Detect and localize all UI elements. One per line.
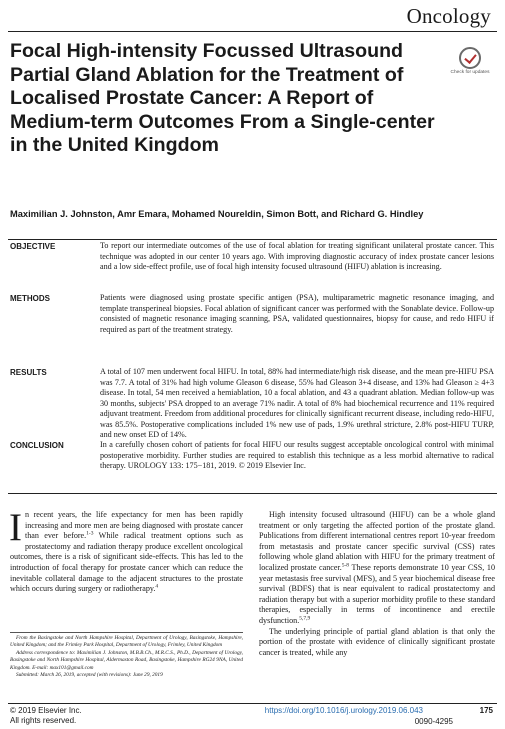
correspondence-footnote: Address correspondence to: Maximilian J. Johnston, M.B.B.Ch., M.R.C.S., Ph.D., Department of Urology, Basingstoke and North Hampshire Hospital, Aldermaston Road, Basingstoke, Hampshire RG24 9NA, United Kingdom. E-mail: max101@gmail.com (10, 649, 243, 671)
author-list: Maximilian J. Johnston, Amr Emara, Mohamed Noureldin, Simon Bott, and Richard G. Hindley (10, 209, 424, 219)
conclusion-label: CONCLUSION (10, 441, 64, 450)
page-number: 175 (479, 706, 493, 715)
citation-link[interactable]: 5-8 (341, 562, 350, 569)
citation-link[interactable]: 4 (155, 583, 159, 590)
footnotes (10, 635, 243, 679)
methods-label: METHODS (10, 294, 50, 303)
intro-text: n recent years, the life expectancy for men has been rapidly increasing and more men are being diagnosed with prostate cancer than ever before. (25, 510, 243, 541)
doi-link[interactable]: https://doi.org/10.1016/j.urology.2019.06.043 (264, 706, 423, 715)
methods-text: Patients were diagnosed using prostate specific antigen (PSA), multiparametric magnetic resonance imaging, and template transperineal biopsies. Focal ablation of significant cancer was performed with the Sonablate device. Follow-up consisted of magnetic resonance imaging scanning, PSA, validated questionnaires, biopsy for cause, and redo HIFU if required as part of the treatment strategy. (100, 293, 494, 334)
objective-text: To report our intermediate outcomes of the use of focal ablation for treating significant unilateral prostate cancer. This technique was adopted in our center 10 years ago. With improving diagnostic accuracy of index prostate cancer lesions and a low side-effect profile, use of focal high intensity focused ultrasound (HIFU) ablation is increasing. (100, 241, 494, 271)
results-label: RESULTS (10, 368, 47, 377)
abstract-top-rule (8, 239, 497, 240)
check-for-updates-badge[interactable] (450, 47, 490, 75)
objective-label: OBJECTIVE (10, 242, 56, 251)
footnote-rule (10, 632, 243, 633)
conclusion-text: In a carefully chosen cohort of patients for focal HIFU our results suggest acceptable oncological control with minimal postoperative morbidity. Further studies are required to establish this technique as a less morbid alternative to radical therapy. UROLOGY 133: 175−181, 2019. © 2019 Elsevier Inc. (100, 440, 494, 470)
header-rule (8, 31, 497, 32)
paragraph (259, 510, 495, 627)
copyright-line: © 2019 Elsevier Inc. (10, 706, 82, 715)
journal-name: Oncology (406, 4, 491, 28)
citation-link[interactable]: 5,7,9 (299, 615, 311, 622)
paragraph-text: These reports demonstrate 10 year CSS, 10 year metastasis free survival (MFS), and 5 year biochemical disease free survival (BDFS) that is near equivalent to radical prostatectomy and radiation therapy but with a superior morbidity profile to these standard therapies, especially in terms of incontinence and erectile dysfunction. (259, 562, 495, 625)
drop-cap: I (9, 506, 22, 549)
results-text: A total of 107 men underwent focal HIFU. In total, 88% had intermediate/high risk disease, and the mean pre-HIFU PSA was 7.7. A total of 31% had high volume Gleason 6 disease, 55% had Gleason 3+4 disease, and 13% had Gleason ≥ 4+3 disease. In total, 54 men received a hemiablation, 10 a focal ablation, and 43 a quadrant ablation. Median follow-up was 30 months, subjects' PSA dropped to an average 71% nadir. A total of 8% had biochemical recurrence and 11% required adjuvant treatment. Freedom from additional procedures for clinically significant recurrent disease, including redo-HIFU, was 85.5%. Postoperative complications included 1% new use of pads, 1.9% urethral stricture, 2.8% post-HIFU TURP, and new onset ED of 14%. (100, 367, 494, 439)
affiliation-footnote: From the Basingstoke and North Hampshire Hospital, Department of Urology, Basingstoke, Hampshire, United Kingdom; and the Frimley Park Hospital, Department of Urology, Frimley, United Kingdom (10, 635, 243, 649)
badge-label: Check for updates (450, 70, 490, 75)
paragraph-text: High intensity focused ultrasound (HIFU) can be a whole gland treatment or only targeting the affected portion of the prostate gland. Publications from different international centres report 10-year freedom from metastasis and prostate cancer specific survival (CSS) rates following whole gland ablation with HIFU for the primary treatment of localized prostate cancer. (259, 510, 495, 572)
copyright-notice (10, 706, 82, 726)
abstract-bottom-rule (8, 493, 497, 494)
article-title: Focal High-intensity Focussed Ultrasound Partial Gland Ablation for the Treatment of Localised Prostate Cancer: A Report of Medium-term Outcomes From a Single-center in the United Kingdom (10, 40, 435, 157)
intro-text-cont: While radical treatment options such as prostatectomy and radiation therapy produce excellent oncological outcomes, there is a risk of significant side-effects. This has led to the introduction of focal therapy for prostate cancer which can reduce the inevitable collateral damage to the adjacent structures to the prostate which occurs during surgery or radiotherapy. (10, 531, 243, 594)
submission-footnote: Submitted: March 26, 2019, accepted (with revisions): June 29, 2019 (16, 672, 163, 679)
check-icon (459, 47, 481, 69)
body-column-right (259, 510, 495, 658)
rights-line: All rights reserved. (10, 716, 77, 725)
paragraph: The underlying principle of partial gland ablation is that only the portion of the prostate with evidence of clinically significant prostate cancer is treated, while any (259, 626, 495, 657)
body-column-left (9, 506, 243, 595)
issn: 0090-4295 (414, 717, 453, 726)
footer-rule (8, 703, 497, 704)
citation-link[interactable]: 1-3 (86, 530, 94, 537)
